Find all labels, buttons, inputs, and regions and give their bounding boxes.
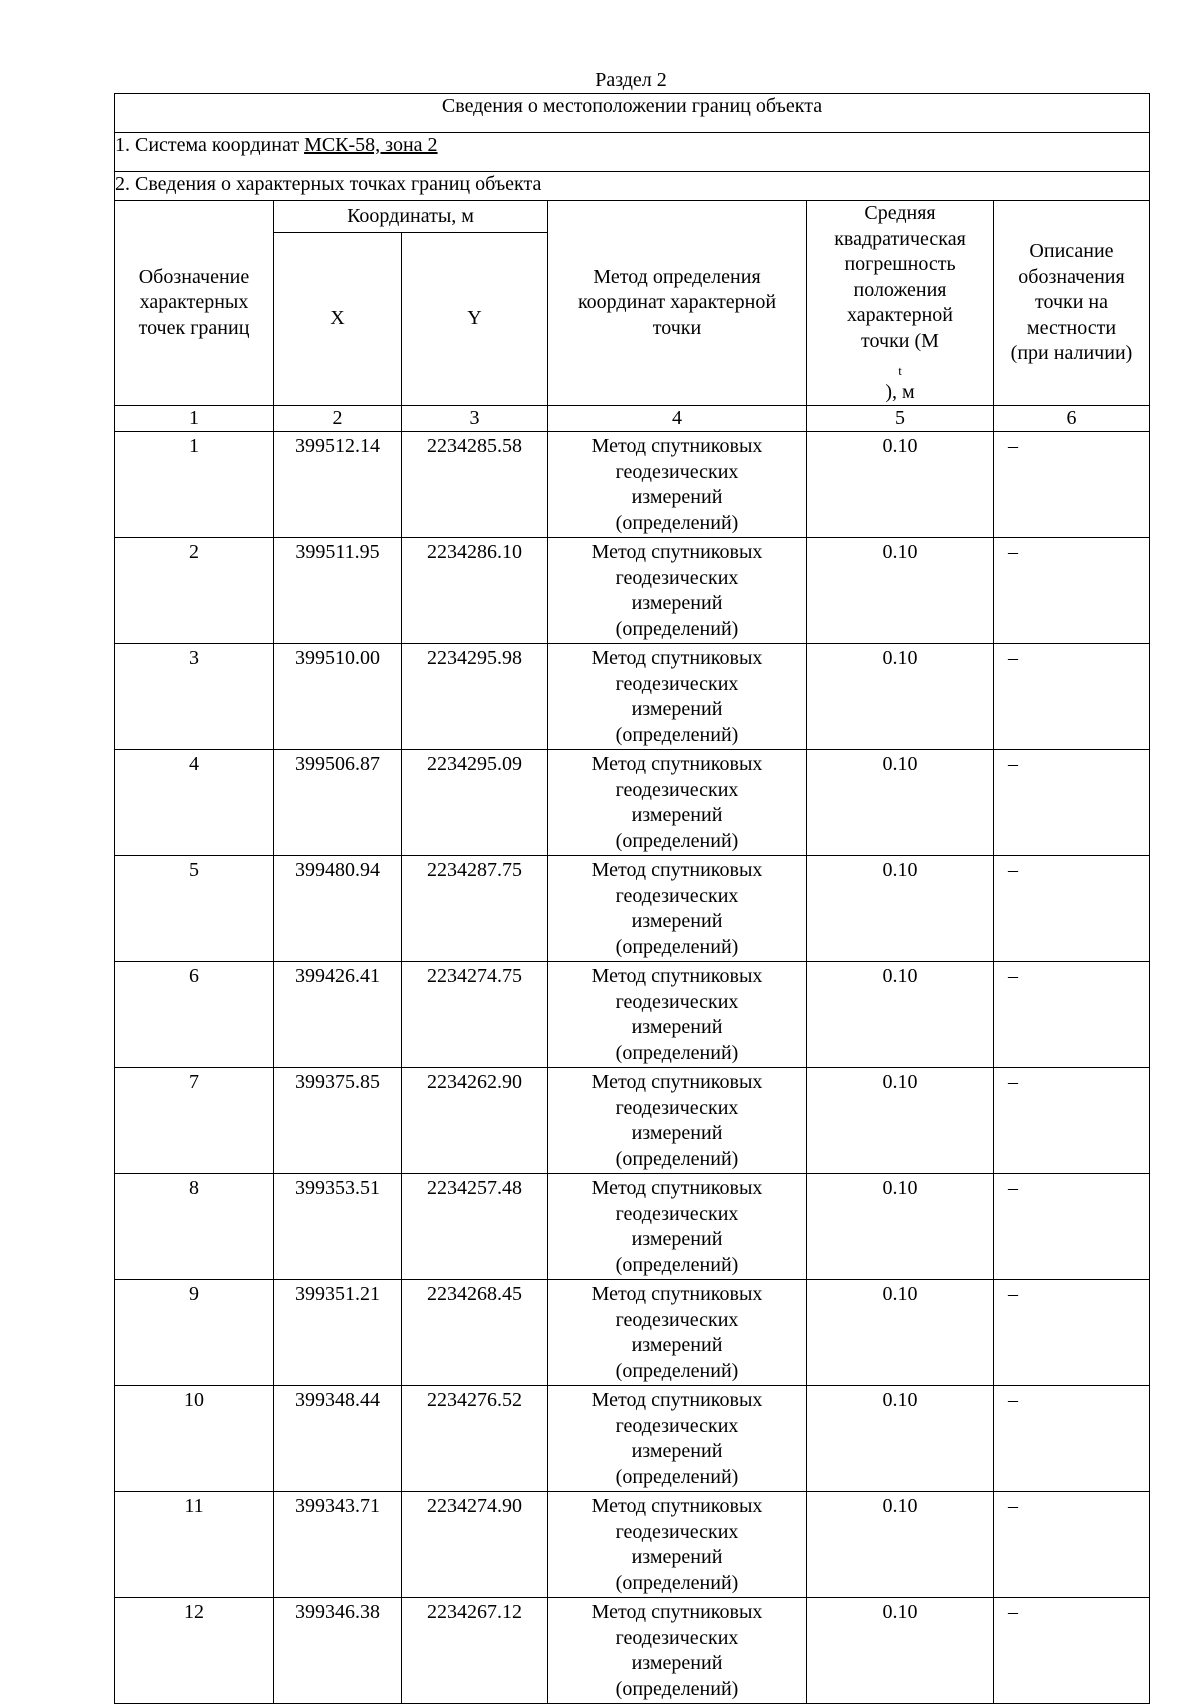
coordinate-y: 2234257.48 <box>402 1174 548 1280</box>
coordinate-y: 2234295.09 <box>402 750 548 856</box>
header-method: Метод определения координат характерной точки <box>548 201 807 406</box>
coordinate-x: 399346.38 <box>274 1598 402 1704</box>
column-numbers-row <box>115 406 1150 432</box>
column-number: 2 <box>274 406 402 432</box>
table-row <box>115 750 1150 856</box>
method-cell: Метод спутниковых геодезических измерений (определений) <box>548 538 807 644</box>
point-number: 8 <box>115 1174 274 1280</box>
boundary-points-table <box>114 93 1150 1704</box>
coordinate-system <box>115 133 1150 172</box>
table-row <box>115 1280 1150 1386</box>
coordinate-y: 2234295.98 <box>402 644 548 750</box>
method-cell: Метод спутниковых геодезических измерений (определений) <box>548 962 807 1068</box>
method-cell: Метод спутниковых геодезических измерений (определений) <box>548 432 807 538</box>
mean-square-error: 0.10 <box>807 1174 994 1280</box>
coordinate-y: 2234287.75 <box>402 856 548 962</box>
coordinate-y: 2234262.90 <box>402 1068 548 1174</box>
coordinate-x: 399426.41 <box>274 962 402 1068</box>
point-description: – <box>994 1174 1150 1280</box>
point-description: – <box>994 432 1150 538</box>
point-number: 11 <box>115 1492 274 1598</box>
mean-square-error: 0.10 <box>807 962 994 1068</box>
coordinate-x: 399510.00 <box>274 644 402 750</box>
method-cell: Метод спутниковых геодезических измерений (определений) <box>548 750 807 856</box>
coordinate-x: 399375.85 <box>274 1068 402 1174</box>
table-row <box>115 1492 1150 1598</box>
point-number: 6 <box>115 962 274 1068</box>
method-cell: Метод спутниковых геодезических измерений (определений) <box>548 1280 807 1386</box>
point-number: 5 <box>115 856 274 962</box>
point-description: – <box>994 750 1150 856</box>
table-row <box>115 1068 1150 1174</box>
mean-square-error: 0.10 <box>807 432 994 538</box>
mean-square-error: 0.10 <box>807 750 994 856</box>
table-row <box>115 962 1150 1068</box>
point-number: 9 <box>115 1280 274 1386</box>
coordinate-x: 399348.44 <box>274 1386 402 1492</box>
point-number: 3 <box>115 644 274 750</box>
method-cell: Метод спутниковых геодезических измерений (определений) <box>548 644 807 750</box>
point-number: 10 <box>115 1386 274 1492</box>
table-row <box>115 644 1150 750</box>
coordinate-system-value: МСК-58, зона 2 <box>304 134 438 156</box>
table-row <box>115 1174 1150 1280</box>
coordinate-y: 2234274.75 <box>402 962 548 1068</box>
point-description: – <box>994 962 1150 1068</box>
mean-square-error: 0.10 <box>807 1598 994 1704</box>
table-row <box>115 538 1150 644</box>
point-description: – <box>994 856 1150 962</box>
point-description: – <box>994 538 1150 644</box>
point-description: – <box>994 1598 1150 1704</box>
table-row <box>115 1598 1150 1704</box>
header-mean-square-error: Средняя квадратическая погрешность положения характерной точки (M t ), м <box>807 201 994 406</box>
coordinate-x: 399512.14 <box>274 432 402 538</box>
table-row <box>115 856 1150 962</box>
mean-square-error: 0.10 <box>807 1068 994 1174</box>
mean-square-error: 0.10 <box>807 538 994 644</box>
method-cell: Метод спутниковых геодезических измерений (определений) <box>548 1492 807 1598</box>
column-number: 5 <box>807 406 994 432</box>
table-row <box>115 432 1150 538</box>
point-description: – <box>994 1068 1150 1174</box>
point-description: – <box>994 1280 1150 1386</box>
section-title: Раздел 2 <box>595 69 667 91</box>
mean-square-error: 0.10 <box>807 1280 994 1386</box>
mean-square-error: 0.10 <box>807 856 994 962</box>
coordinate-system-label: 1. Система координат <box>115 134 305 156</box>
point-number: 4 <box>115 750 274 856</box>
coordinate-x: 399351.21 <box>274 1280 402 1386</box>
header-y: Y <box>402 233 548 406</box>
column-number: 3 <box>402 406 548 432</box>
table-title: Сведения о местоположении границ объекта <box>115 94 1150 133</box>
method-cell: Метод спутниковых геодезических измерений (определений) <box>548 1386 807 1492</box>
points-heading: 2. Сведения о характерных точках границ объекта <box>115 172 1150 201</box>
column-number: 1 <box>115 406 274 432</box>
header-description: Описание обозначения точки на местности (при наличии) <box>994 201 1150 406</box>
coordinate-y: 2234286.10 <box>402 538 548 644</box>
method-cell: Метод спутниковых геодезических измерений (определений) <box>548 1068 807 1174</box>
coordinate-y: 2234285.58 <box>402 432 548 538</box>
mean-square-error: 0.10 <box>807 1386 994 1492</box>
coordinate-x: 399480.94 <box>274 856 402 962</box>
table-row <box>115 1386 1150 1492</box>
header-coordinates: Координаты, м <box>274 201 548 233</box>
point-description: – <box>994 644 1150 750</box>
point-number: 12 <box>115 1598 274 1704</box>
coordinate-x: 399506.87 <box>274 750 402 856</box>
point-number: 1 <box>115 432 274 538</box>
coordinate-y: 2234274.90 <box>402 1492 548 1598</box>
column-number: 6 <box>994 406 1150 432</box>
method-cell: Метод спутниковых геодезических измерений (определений) <box>548 856 807 962</box>
coordinate-x: 399343.71 <box>274 1492 402 1598</box>
coordinate-x: 399511.95 <box>274 538 402 644</box>
coordinate-y: 2234276.52 <box>402 1386 548 1492</box>
coordinate-y: 2234267.12 <box>402 1598 548 1704</box>
coordinate-x: 399353.51 <box>274 1174 402 1280</box>
point-number: 2 <box>115 538 274 644</box>
method-cell: Метод спутниковых геодезических измерений (определений) <box>548 1174 807 1280</box>
point-description: – <box>994 1492 1150 1598</box>
point-description: – <box>994 1386 1150 1492</box>
header-x: X <box>274 233 402 406</box>
point-number: 7 <box>115 1068 274 1174</box>
coordinate-y: 2234268.45 <box>402 1280 548 1386</box>
header-point-designation: Обозначение характерных точек границ <box>115 201 274 406</box>
mean-square-error: 0.10 <box>807 1492 994 1598</box>
column-number: 4 <box>548 406 807 432</box>
method-cell: Метод спутниковых геодезических измерений (определений) <box>548 1598 807 1704</box>
mean-square-error: 0.10 <box>807 644 994 750</box>
